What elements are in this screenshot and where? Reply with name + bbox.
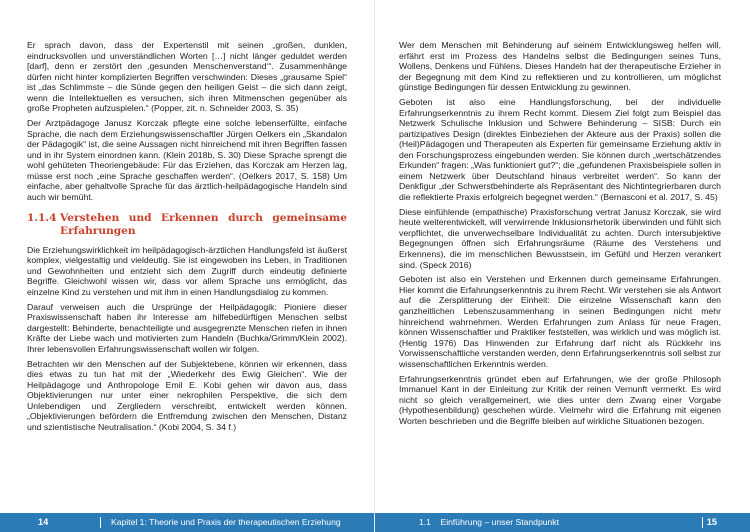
section-title: Verstehen und Erkennen durch gemeinsame Erfahrungen bbox=[60, 211, 347, 237]
page-number: 15 bbox=[706, 517, 717, 527]
paragraph: Er sprach davon, dass der Expertenstil mit seinen „großen, dunklen, eindrucksvollen und unverständlichen Worten […] nicht länger geduldet werden [darf], denn er zerstört den ‚gesunden Menschenverstand‘“. Zusammenhänge dürfen nicht hinter komplizierten Begriffen verschwinden: Dieses „grausame Spiel“ ist „das Schlimmste – die Sünde gegen den heiligen Geist – die sich dann zeigt, wenn die Intellektuellen es versuchen, sich ihren Mitmenschen gegenüber als große Propheten aufzuspielen.“ (Popper, zit. n. Schneider 2003, S. 35) bbox=[27, 40, 347, 114]
right-page-body bbox=[399, 40, 721, 431]
section-heading bbox=[27, 212, 347, 239]
left-page-body bbox=[27, 40, 347, 437]
paragraph: Wer dem Menschen mit Behinderung auf seinem Entwicklungsweg helfen will, erfährt erst im Prozess des Handelns selbst die Bedingungen seines Tuns, Wollens, Denkens und Fühlens. Dieses Handeln hat der therapeutische Erzieher in der Begegnung mit dem Kind zu reflektieren und zu kontrollieren, um möglichst günstige Bedingungen für dessen Entwicklung zu gewinnen. bbox=[399, 40, 721, 93]
paragraph: Darauf verweisen auch die Ursprünge der Heilpädagogik: Pioniere dieser Praxiswissenschaft haben ihr Interesse am hilfebedürftigen Menschen selbst dargestellt: Behinderte, benachteiligte und ausgegrenzte Menschen riefen in ihnen Kräfte der Liebe wach und motivierten zum Handeln (Buchka/Grimm/Klein 2002). Ihrer lebensvollen Erfahrungswissenschaft wollen wir folgen. bbox=[27, 301, 347, 354]
paragraph: Betrachten wir den Menschen auf der Subjektebene, können wir erkennen, dass dies etwas zu tun hat mit der „Wiederkehr des Ewig Gleichen“. Wie der Heilpädagoge und Anthropologe Emil E. Kobi gehen wir davon aus, dass Objektivierungen nur unter einer nekrophilen Perspektive, die sich dem Unlebendigen und Zergliedern verschreibt, entwickelt werden können. „Objektivierungen befördern die Entfremdung zwischen den Menschen, Distanz und szientistische Neutralisation.“ (Kobi 2004, S. 34 f.) bbox=[27, 358, 347, 432]
paragraph: Die Erziehungswirklichkeit im heilpädagogisch-ärztlichen Handlungsfeld ist äußerst komplex, vielgestaltig und vieldeutig. Sie ist eingewoben ins Leben, in Traditionen und Gewohnheiten und entzieht sich dem Zugriff durch eindeutig definierte Begriffe. Gleichwohl wissen wir, dass vor allem Sprache uns ermöglicht, das einzelne Kind zu verstehen und mit ihm in einen Handlungsdialog zu kommen. bbox=[27, 244, 347, 297]
running-head: 1.1 Einführung – unser Standpunkt bbox=[419, 517, 559, 527]
footer-divider bbox=[100, 517, 101, 528]
right-page bbox=[375, 0, 750, 532]
paragraph: Diese einfühlende (empathische) Praxisforschung vertrat Janusz Korczak, sie wird heute weiterentwickelt, will verwirrende Inklusionsrhetorik überwinden und fühlt sich verpflichtet, die unverwechselbare Individualität zu achten. Durch intersubjektive Begegnungen öffnen sich Erfahrungsräume (Räume des Verstehens und Erkennens), die im menschlichen Bewusstsein, im Gefühl und Herzen verankert sind. (Speck 2016) bbox=[399, 206, 721, 270]
left-footer-band bbox=[0, 513, 375, 532]
paragraph: Geboten ist also ein Verstehen und Erkennen durch gemeinsame Erfahrungen. Hier kommt die Erfahrungserkenntnis zu ihrem Recht. Wir verstehen sie als Antwort auf die Zersplitterung der Einheit: Die einzelne Wissenschaft kann den ganzheitlichen Lebenszusammenhang in seinen Bedingungen nicht mehr hinreichend wahrnehmen. Werden Erfahrungen zum Anlass für neue Fragen, können Wissenschaftler und Praktiker feststellen, was wirklich und was möglich ist. (Hentig 1976) Das Hinwenden zur Erfahrung darf nicht als Rückkehr ins Vorwissenschaftliche verstanden werden, denn Erfahrungserkenntnis soll selbst zur wissenschaftlichen Erkenntnis werden. bbox=[399, 274, 721, 369]
page-number: 14 bbox=[38, 517, 49, 527]
section-number: 1.1.4 bbox=[27, 211, 57, 224]
footer-divider bbox=[702, 517, 703, 528]
paragraph: Der Arztpädagoge Janusz Korczak pflegte eine solche lebenserfüllte, einfache Sprache, die nach dem Erziehungswissenschaftler Jürgen Oelkers ein „Skandalon der Pädagogik“ ist, die seine Aussagen nicht hinreichend mit ihren Begriffen fassen und in ihr System einordnen kann. (Klein 2018b, S. 30) Diese Sprache sprengt die wohl gehüteten Theoriengebäude: Für das Erziehen, das Korczak am Herzen lag, müsse erst noch „eine Sprache geschaffen werden“. (Oelkers 2017, S. 158) Um einfache, aber gehaltvolle Sprache für das ärztlich-heilpädagogische Handeln sind auch wir bemüht. bbox=[27, 118, 347, 202]
paragraph: Erfahrungserkenntnis gründet eben auf Erfahrungen, wie der große Philosoph Immanuel Kant in der Einleitung zur Kritik der reinen Vernunft vermerkt. Es wird nicht so gleich verallgemeinert, wie dies unter dem Zwang einer Vorgabe (Hypothesenbildung) geschehen würde. Vielmehr wird die Erfahrung mit eigenen Worten beschrieben und die Begriffe bleiben auf wirkliche Situationen bezogen. bbox=[399, 373, 721, 426]
running-head: Kapitel 1: Theorie und Praxis der therapeutischen Erziehung bbox=[111, 517, 341, 527]
paragraph: Geboten ist also eine Handlungsforschung, bei der individuelle Erfahrungserkenntnis zu ihrem Recht kommt. Diesem Ziel folgt zum Beispiel das Netzwerk Schulische Inklusion und Schwere Behinderung – SISB: Durch ein partizipatives Design (direktes Einbeziehen der Akteure aus der Praxis) sollen die (Heil)Pädagogen und Therapeuten als Experten für gemeinsame Erziehung aktiv in den Forschungsprozess eingebunden werden. Sie können durch „wertschätzendes Erkunden“ fragen: „Was funktioniert gut?“; die „gefundenen Praxisbeispiele sollen in einem Netzwerk über Deutschland hinaus verbreitet werden“. So kann der Denkfigur „der Schwerstbehinderte als Repräsentant des Nichtintegrierbaren durch die reflektierte Praxis erfolgreich begegnet werden.“ (Bernasconi et al. 2017, S. 45) bbox=[399, 97, 721, 202]
right-footer-band bbox=[375, 513, 750, 532]
